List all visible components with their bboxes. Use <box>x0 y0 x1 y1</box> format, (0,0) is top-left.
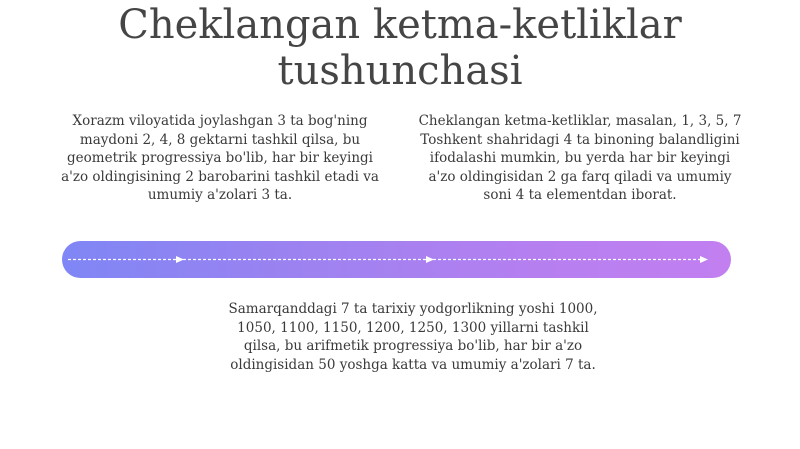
arrow-right-icon <box>700 256 708 263</box>
arrow-right-icon <box>176 256 184 263</box>
text-block-right: Cheklangan ketma-ketliklar, masalan, 1, 3, 5, 7 Toshkent shahridagi 4 ta binoning balandligini ifodalashi mumkin, bu yerda har bir keyingi a'zo oldingisidan 2 ga farq qiladi va umumiy soni 4 ta elementdan iborat. <box>418 113 742 204</box>
text-block-left: Xorazm viloyatida joylashgan 3 ta bog'ning maydoni 2, 4, 8 gektarni tashkil qilsa, bu geometrik progressiya bo'lib, har bir keyingi a'zo oldingisining 2 barobarini tashkil etadi va umumiy a'zolari 3 ta. <box>61 113 379 204</box>
page-title: Cheklangan ketma-ketliklar tushunchasi <box>118 2 682 94</box>
arrow-right-icon <box>426 256 434 263</box>
timeline-line <box>62 241 731 278</box>
text-block-bottom: Samarqanddagi 7 ta tarixiy yodgorlikning yoshi 1000, 1050, 1100, 1150, 1200, 1250, 1300 yillarni tashkil qilsa, bu arifmetik progressiya bo'lib, har bir a'zo oldingisidan 50 yoshga katta va umumiy a'zolari 7 ta. <box>228 301 598 373</box>
